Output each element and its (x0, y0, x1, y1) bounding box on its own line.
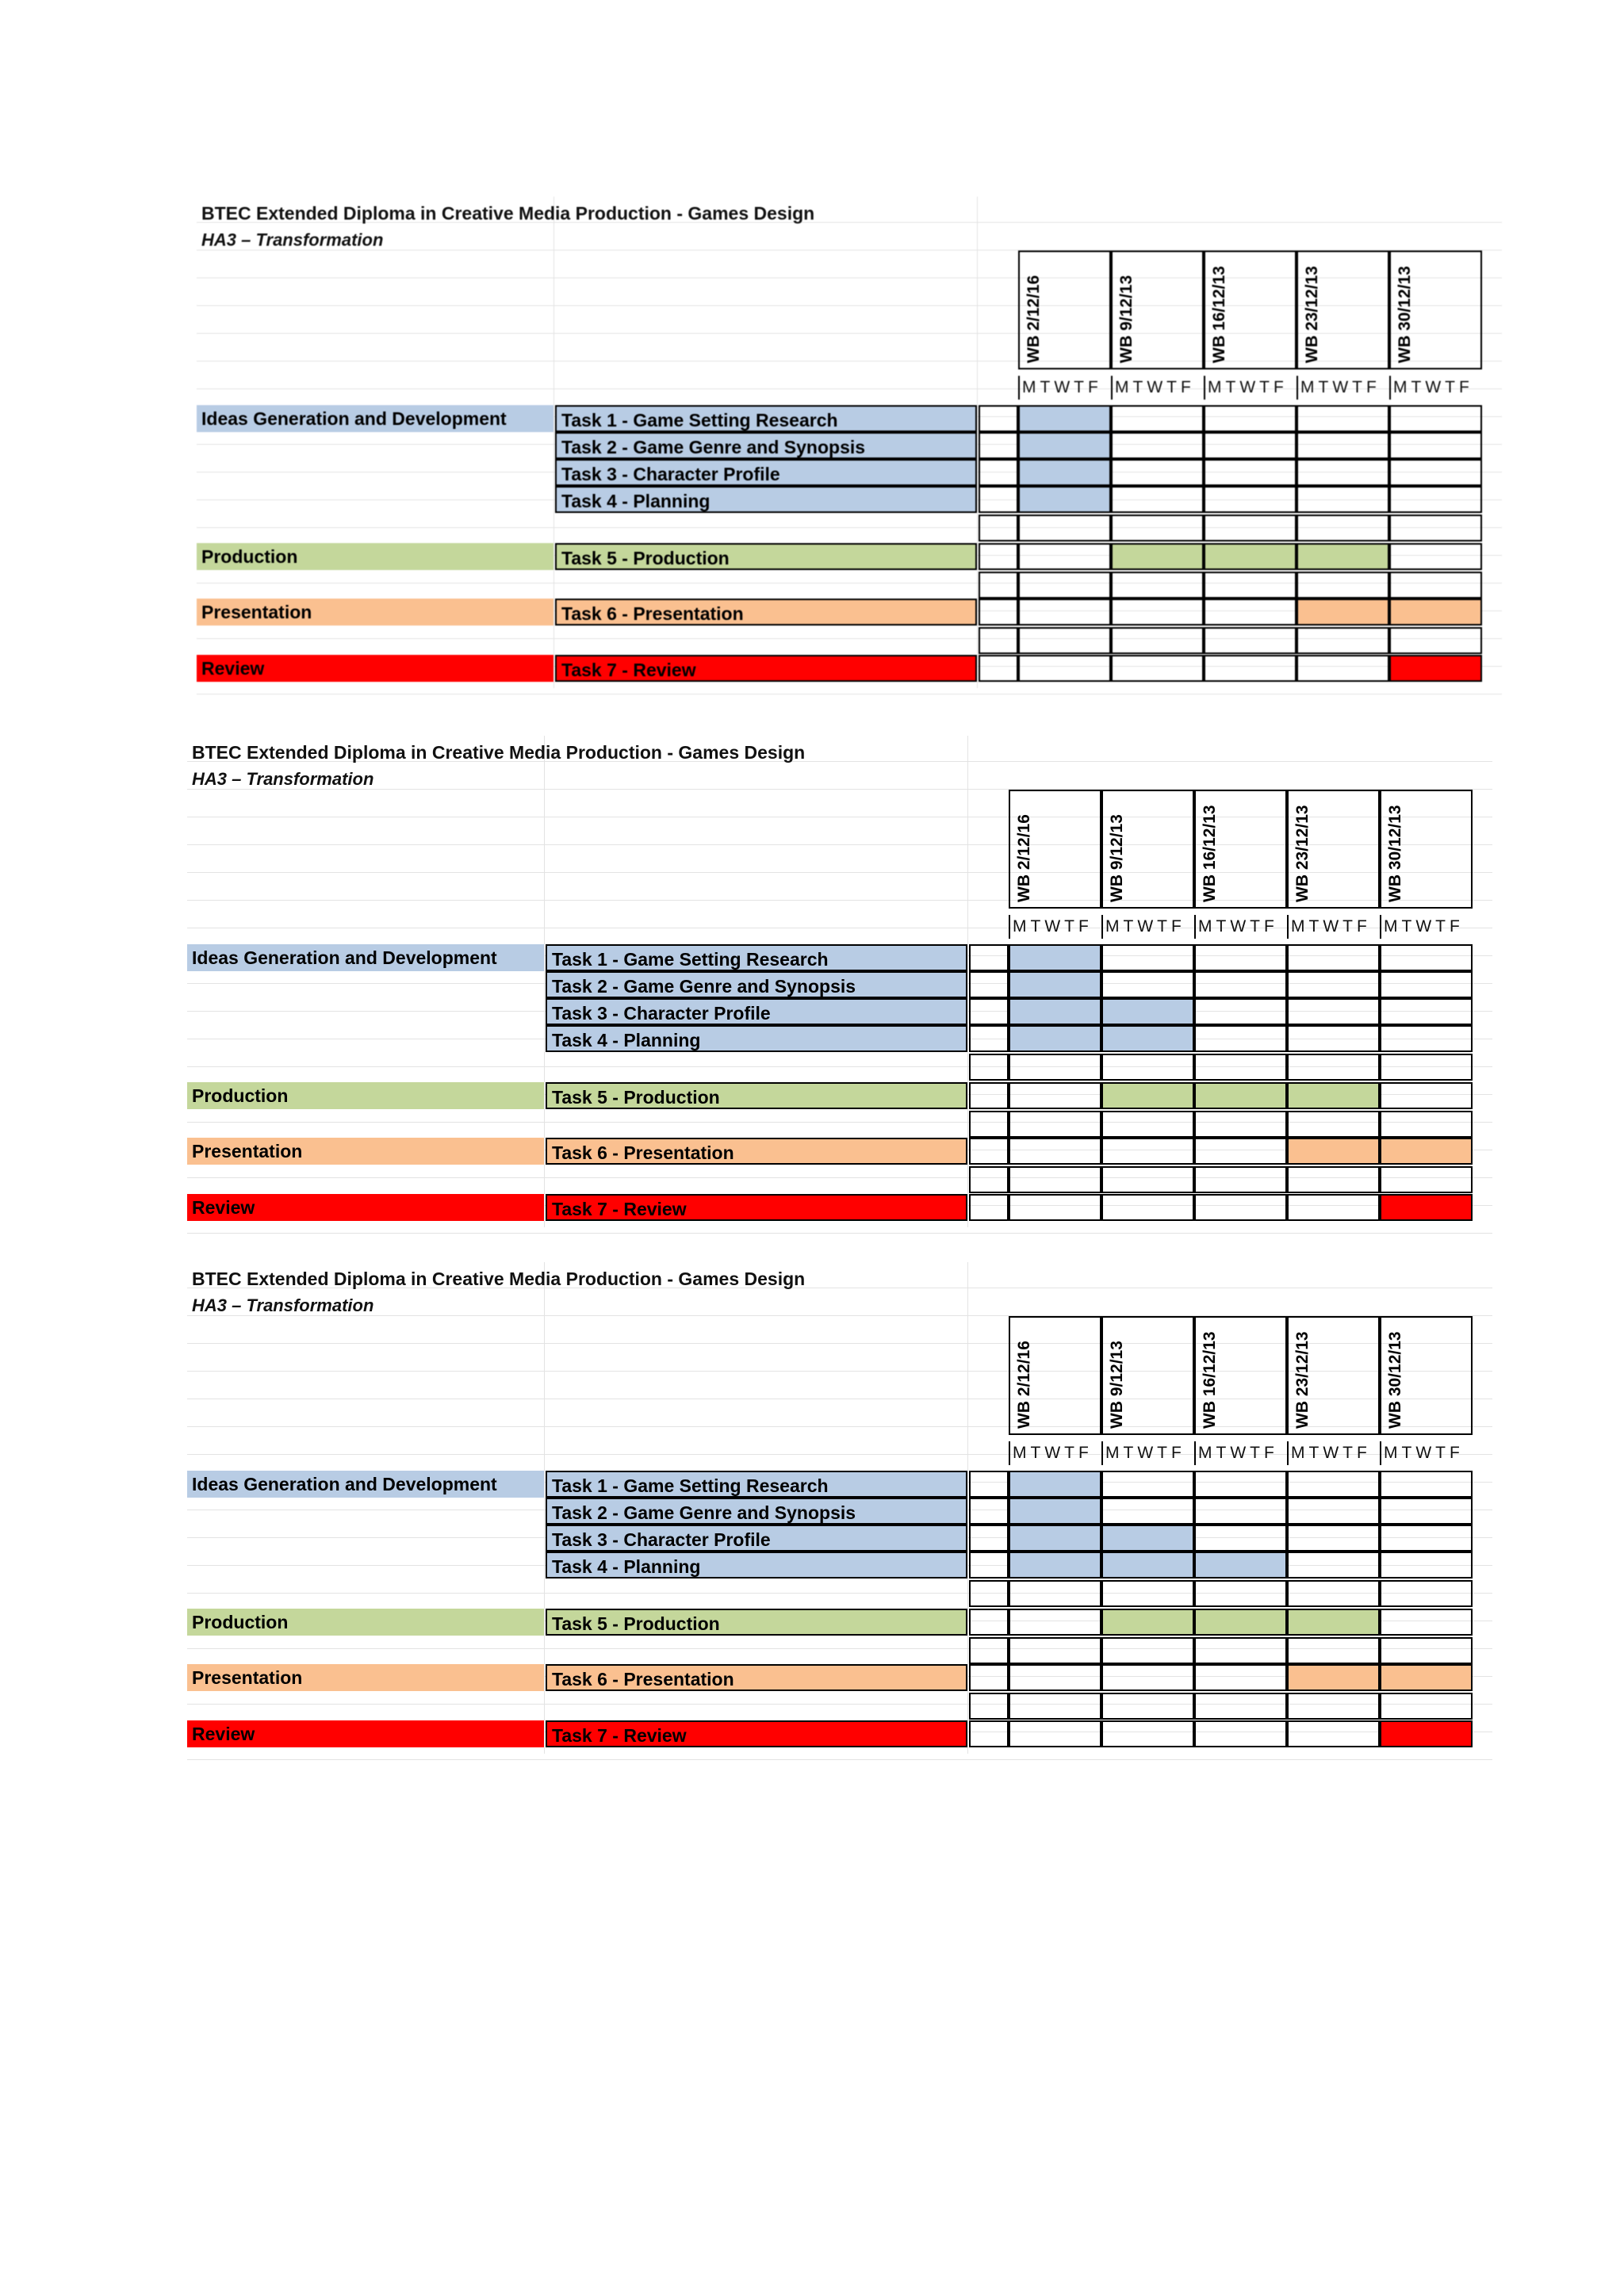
gantt-empty-cell[interactable] (1111, 486, 1204, 513)
task-label: Task 6 - Presentation (546, 1664, 967, 1691)
phase-label: Ideas Generation and Development (197, 405, 553, 432)
sheet-gridline (967, 736, 968, 1227)
gantt-empty-cell[interactable] (1101, 1166, 1194, 1193)
weekday-letters: MTWTF (1389, 376, 1482, 400)
spacer-cell (969, 1471, 1009, 1498)
spacer-cell (969, 1025, 1009, 1052)
phase-label-empty (197, 486, 553, 513)
gantt-bar-cell[interactable] (1380, 1720, 1473, 1747)
gantt-empty-cell[interactable] (1009, 1693, 1101, 1720)
gantt-empty-cell[interactable] (1204, 432, 1297, 459)
gantt-empty-cell[interactable] (1111, 627, 1204, 654)
phase-label: Presentation (187, 1138, 544, 1165)
week-label: WB 9/12/13 (1108, 1341, 1126, 1429)
gantt-empty-cell[interactable] (1297, 459, 1389, 486)
gantt-empty-cell[interactable] (1297, 655, 1389, 682)
task-label: Task 6 - Presentation (546, 1138, 967, 1165)
gantt-empty-cell[interactable] (1380, 944, 1473, 971)
spacer-cell (969, 1111, 1009, 1138)
weekday-letters: MTWTF (1204, 376, 1297, 400)
spacer-cell (979, 655, 1018, 682)
phase-label: Review (197, 655, 553, 682)
phase-label: Production (187, 1082, 544, 1109)
weekday-letters: MTWTF (1287, 1441, 1380, 1465)
spacer-cell (969, 1498, 1009, 1525)
gantt-bar-cell[interactable] (1287, 1082, 1380, 1109)
gantt-empty-cell[interactable] (1204, 405, 1297, 432)
weekday-letters: MTWTF (1101, 1441, 1194, 1465)
week-label: WB 23/12/13 (1293, 1331, 1312, 1429)
gantt-empty-cell[interactable] (1111, 515, 1204, 541)
phase-label-empty (187, 1552, 544, 1578)
gantt-empty-cell[interactable] (1111, 432, 1204, 459)
gantt-empty-cell[interactable] (1204, 599, 1297, 626)
gantt-empty-cell[interactable] (1111, 655, 1204, 682)
gantt-empty-cell[interactable] (1009, 1664, 1101, 1691)
gantt-empty-cell[interactable] (1389, 432, 1482, 459)
phase-label: Production (187, 1609, 544, 1636)
gantt-bar-cell[interactable] (1380, 1194, 1473, 1221)
gantt-bar-cell[interactable] (1018, 432, 1111, 459)
phase-label: Review (187, 1720, 544, 1747)
week-label: WB 2/12/16 (1025, 275, 1043, 363)
gantt-empty-cell[interactable] (1380, 998, 1473, 1025)
task-label: Task 4 - Planning (546, 1025, 967, 1052)
gantt-empty-cell[interactable] (1297, 405, 1389, 432)
spacer-cell (979, 599, 1018, 626)
week-label: WB 16/12/13 (1210, 266, 1228, 363)
spacer-cell (979, 405, 1018, 432)
week-header (1194, 1316, 1287, 1435)
task-label: Task 7 - Review (546, 1194, 967, 1221)
gantt-bar-cell[interactable] (1009, 998, 1101, 1025)
week-label: WB 23/12/13 (1303, 266, 1321, 363)
phase-label-empty (187, 1025, 544, 1052)
week-header (1101, 790, 1194, 909)
gantt-empty-cell[interactable] (1018, 627, 1111, 654)
gantt-empty-cell[interactable] (1194, 1664, 1287, 1691)
spacer-cell (969, 1525, 1009, 1552)
gantt-empty-cell[interactable] (1009, 1720, 1101, 1747)
gantt-bar-cell[interactable] (1194, 1552, 1287, 1578)
gantt-empty-cell[interactable] (1101, 944, 1194, 971)
gantt-bar-cell[interactable] (1009, 1525, 1101, 1552)
gantt-empty-cell[interactable] (1287, 1525, 1380, 1552)
gantt-empty-cell[interactable] (1204, 627, 1297, 654)
phase-label: Ideas Generation and Development (187, 944, 544, 971)
sheet-gridline (544, 736, 545, 1227)
task-label: Task 6 - Presentation (555, 599, 977, 626)
gantt-empty-cell[interactable] (1009, 1637, 1101, 1664)
gantt-bar-cell[interactable] (1287, 1609, 1380, 1636)
gantt-empty-cell[interactable] (1204, 486, 1297, 513)
spacer-cell (969, 971, 1009, 998)
phase-label-empty (187, 998, 544, 1025)
gantt-empty-cell[interactable] (1194, 1580, 1287, 1607)
gantt-empty-cell[interactable] (1194, 1720, 1287, 1747)
document-subtitle: HA3 – Transformation (192, 769, 374, 789)
week-label: WB 30/12/13 (1396, 266, 1414, 363)
gantt-empty-cell[interactable] (1389, 572, 1482, 599)
gantt-bar-cell[interactable] (1194, 1609, 1287, 1636)
gantt-bar-cell[interactable] (1009, 1552, 1101, 1578)
sheet-gridline (544, 1262, 545, 1754)
gantt-empty-cell[interactable] (1297, 572, 1389, 599)
gantt-empty-cell[interactable] (1009, 1138, 1101, 1165)
gantt-bar-cell[interactable] (1101, 1552, 1194, 1578)
gantt-empty-cell[interactable] (1018, 515, 1111, 541)
weekday-letters: MTWTF (1297, 376, 1389, 400)
gantt-bar-cell[interactable] (1287, 1664, 1380, 1691)
gantt-empty-cell[interactable] (1101, 1138, 1194, 1165)
task-label: Task 1 - Game Setting Research (555, 405, 977, 432)
gantt-empty-cell[interactable] (1194, 998, 1287, 1025)
gantt-empty-cell[interactable] (1389, 543, 1482, 570)
sheet-gridline (967, 1262, 968, 1754)
week-label: WB 16/12/13 (1201, 805, 1219, 902)
gantt-empty-cell[interactable] (1009, 1580, 1101, 1607)
gantt-empty-cell[interactable] (1287, 971, 1380, 998)
week-header (1287, 1316, 1380, 1435)
gantt-empty-cell[interactable] (1389, 486, 1482, 513)
gantt-bar-cell[interactable] (1018, 459, 1111, 486)
phase-label: Presentation (197, 599, 553, 626)
weekday-letters: MTWTF (1380, 1441, 1473, 1465)
spacer-cell (969, 1552, 1009, 1578)
spacer-cell (979, 572, 1018, 599)
gantt-bar-cell[interactable] (1101, 1609, 1194, 1636)
gantt-bar-cell[interactable] (1389, 599, 1482, 626)
weekday-letters: MTWTF (1111, 376, 1204, 400)
spacer-cell (969, 1720, 1009, 1747)
week-label: WB 9/12/13 (1117, 275, 1136, 363)
gantt-empty-cell[interactable] (1018, 599, 1111, 626)
task-label: Task 2 - Game Genre and Synopsis (546, 1498, 967, 1525)
spacer-cell (969, 1194, 1009, 1221)
task-label: Task 3 - Character Profile (546, 998, 967, 1025)
spacer-cell (979, 486, 1018, 513)
weekday-letters: MTWTF (1009, 915, 1101, 939)
spacer-cell (969, 944, 1009, 971)
spacer-cell (969, 1082, 1009, 1109)
gantt-empty-cell[interactable] (1009, 1111, 1101, 1138)
week-header (1194, 790, 1287, 909)
document-title: BTEC Extended Diploma in Creative Media Production - Games Design (192, 1269, 806, 1289)
week-label: WB 2/12/16 (1015, 814, 1033, 902)
gantt-bar-cell[interactable] (1018, 486, 1111, 513)
task-label: Task 5 - Production (546, 1082, 967, 1109)
phase-label: Production (197, 543, 553, 570)
gantt-empty-cell[interactable] (1297, 515, 1389, 541)
gantt-empty-cell[interactable] (1297, 486, 1389, 513)
task-label: Task 1 - Game Setting Research (546, 1471, 967, 1498)
gantt-empty-cell[interactable] (1194, 1166, 1287, 1193)
gantt-empty-cell[interactable] (1380, 971, 1473, 998)
gantt-empty-cell[interactable] (1380, 1498, 1473, 1525)
gantt-bar-cell[interactable] (1009, 1471, 1101, 1498)
phase-label: Ideas Generation and Development (187, 1471, 544, 1498)
gantt-empty-cell[interactable] (1204, 515, 1297, 541)
gantt-empty-cell[interactable] (1018, 572, 1111, 599)
gantt-empty-cell[interactable] (1380, 1166, 1473, 1193)
gantt-empty-cell[interactable] (1380, 1471, 1473, 1498)
gantt-empty-cell[interactable] (1194, 1194, 1287, 1221)
gantt-empty-cell[interactable] (1194, 971, 1287, 998)
gantt-empty-cell[interactable] (1111, 599, 1204, 626)
gantt-empty-cell[interactable] (1287, 1580, 1380, 1607)
gantt-empty-cell[interactable] (1018, 655, 1111, 682)
week-label: WB 23/12/13 (1293, 805, 1312, 902)
gantt-empty-cell[interactable] (1287, 1054, 1380, 1081)
gantt-empty-cell[interactable] (1287, 1720, 1380, 1747)
gantt-empty-cell[interactable] (1380, 1693, 1473, 1720)
gantt-empty-cell[interactable] (1101, 1720, 1194, 1747)
gantt-empty-cell[interactable] (1194, 1054, 1287, 1081)
phase-label-empty (197, 459, 553, 486)
gantt-empty-cell[interactable] (1287, 1693, 1380, 1720)
spacer-cell (969, 1693, 1009, 1720)
document-subtitle: HA3 – Transformation (201, 230, 384, 250)
task-label: Task 5 - Production (546, 1609, 967, 1636)
spacer-cell (969, 1580, 1009, 1607)
spacer-cell (979, 432, 1018, 459)
spacer-cell (979, 627, 1018, 654)
document-subtitle: HA3 – Transformation (192, 1295, 374, 1315)
gantt-empty-cell[interactable] (1287, 1637, 1380, 1664)
gantt-bar-cell[interactable] (1101, 1525, 1194, 1552)
gantt-empty-cell[interactable] (1380, 1609, 1473, 1636)
gantt-bar-cell[interactable] (1009, 971, 1101, 998)
gantt-empty-cell[interactable] (1287, 1111, 1380, 1138)
spacer-cell (969, 1637, 1009, 1664)
week-label: WB 30/12/13 (1386, 805, 1404, 902)
gantt-empty-cell[interactable] (1101, 1498, 1194, 1525)
gantt-empty-cell[interactable] (1009, 1166, 1101, 1193)
spacer-cell (969, 998, 1009, 1025)
document-title: BTEC Extended Diploma in Creative Media Production - Games Design (201, 203, 815, 224)
week-label: WB 2/12/16 (1015, 1341, 1033, 1429)
gantt-bar-cell[interactable] (1009, 944, 1101, 971)
gantt-empty-cell[interactable] (1380, 1637, 1473, 1664)
gantt-empty-cell[interactable] (1101, 1054, 1194, 1081)
spacer-cell (979, 543, 1018, 570)
gantt-empty-cell[interactable] (1101, 971, 1194, 998)
phase-label-empty (187, 1498, 544, 1525)
gantt-empty-cell[interactable] (1380, 1580, 1473, 1607)
gantt-empty-cell[interactable] (1389, 515, 1482, 541)
schedule-panel (187, 736, 1492, 1259)
gantt-empty-cell[interactable] (1287, 1498, 1380, 1525)
spacer-cell (969, 1054, 1009, 1081)
sheet-gridline (197, 694, 1502, 695)
weekday-letters: MTWTF (1194, 1441, 1287, 1465)
gantt-empty-cell[interactable] (1287, 944, 1380, 971)
gantt-empty-cell[interactable] (1204, 655, 1297, 682)
week-header (1389, 251, 1482, 369)
gantt-bar-cell[interactable] (1111, 543, 1204, 570)
phase-label-empty (187, 971, 544, 998)
gantt-empty-cell[interactable] (1380, 1525, 1473, 1552)
gantt-empty-cell[interactable] (1111, 459, 1204, 486)
gantt-empty-cell[interactable] (1194, 1693, 1287, 1720)
gantt-empty-cell[interactable] (1111, 572, 1204, 599)
week-header (1101, 1316, 1194, 1435)
gantt-empty-cell[interactable] (1101, 1580, 1194, 1607)
task-label: Task 7 - Review (546, 1720, 967, 1747)
phase-label-empty (197, 432, 553, 459)
gantt-empty-cell[interactable] (1194, 944, 1287, 971)
week-label: WB 16/12/13 (1201, 1331, 1219, 1429)
gantt-empty-cell[interactable] (1287, 1194, 1380, 1221)
sheet-gridline (187, 1233, 1492, 1234)
weekday-letters: MTWTF (1101, 915, 1194, 939)
schedule-panel (197, 197, 1502, 720)
spacer-cell (979, 459, 1018, 486)
gantt-empty-cell[interactable] (1380, 1082, 1473, 1109)
sheet-gridline (553, 197, 554, 688)
week-label: WB 30/12/13 (1386, 1331, 1404, 1429)
task-label: Task 3 - Character Profile (546, 1525, 967, 1552)
gantt-empty-cell[interactable] (1287, 1025, 1380, 1052)
gantt-empty-cell[interactable] (1194, 1498, 1287, 1525)
gantt-empty-cell[interactable] (1204, 459, 1297, 486)
week-label: WB 9/12/13 (1108, 814, 1126, 902)
gantt-empty-cell[interactable] (1009, 1054, 1101, 1081)
week-header (1018, 251, 1111, 369)
spacer-cell (969, 1166, 1009, 1193)
gantt-empty-cell[interactable] (1287, 998, 1380, 1025)
phase-label-empty (187, 1525, 544, 1552)
gantt-empty-cell[interactable] (1389, 459, 1482, 486)
week-header (1380, 790, 1473, 909)
task-label: Task 2 - Game Genre and Synopsis (555, 432, 977, 459)
task-label: Task 5 - Production (555, 543, 977, 570)
gantt-empty-cell[interactable] (1287, 1471, 1380, 1498)
gantt-empty-cell[interactable] (1194, 1138, 1287, 1165)
gantt-bar-cell[interactable] (1297, 543, 1389, 570)
gantt-empty-cell[interactable] (1194, 1525, 1287, 1552)
gantt-empty-cell[interactable] (1194, 1637, 1287, 1664)
gantt-bar-cell[interactable] (1380, 1664, 1473, 1691)
gantt-empty-cell[interactable] (1111, 405, 1204, 432)
gantt-bar-cell[interactable] (1009, 1025, 1101, 1052)
gantt-empty-cell[interactable] (1194, 1471, 1287, 1498)
gantt-empty-cell[interactable] (1287, 1166, 1380, 1193)
gantt-empty-cell[interactable] (1297, 627, 1389, 654)
gantt-bar-cell[interactable] (1389, 655, 1482, 682)
spacer-cell (969, 1138, 1009, 1165)
gantt-empty-cell[interactable] (1101, 1111, 1194, 1138)
gantt-bar-cell[interactable] (1009, 1498, 1101, 1525)
schedule-panel (187, 1262, 1492, 1785)
week-header (1009, 1316, 1101, 1435)
gantt-bar-cell[interactable] (1194, 1082, 1287, 1109)
gantt-empty-cell[interactable] (1009, 1194, 1101, 1221)
document-title: BTEC Extended Diploma in Creative Media Production - Games Design (192, 742, 806, 763)
task-label: Task 4 - Planning (546, 1552, 967, 1578)
spacer-cell (969, 1609, 1009, 1636)
weekday-letters: MTWTF (1018, 376, 1111, 400)
phase-label: Review (187, 1194, 544, 1221)
sheet-gridline (977, 197, 978, 688)
task-label: Task 4 - Planning (555, 486, 977, 513)
weekday-letters: MTWTF (1287, 915, 1380, 939)
gantt-bar-cell[interactable] (1101, 1025, 1194, 1052)
weekday-letters: MTWTF (1380, 915, 1473, 939)
task-label: Task 7 - Review (555, 655, 977, 682)
week-header (1111, 251, 1204, 369)
task-label: Task 3 - Character Profile (555, 459, 977, 486)
gantt-bar-cell[interactable] (1380, 1138, 1473, 1165)
week-header (1380, 1316, 1473, 1435)
gantt-empty-cell[interactable] (1380, 1552, 1473, 1578)
gantt-empty-cell[interactable] (1194, 1025, 1287, 1052)
gantt-empty-cell[interactable] (1101, 1471, 1194, 1498)
gantt-empty-cell[interactable] (1009, 1082, 1101, 1109)
week-header (1297, 251, 1389, 369)
gantt-empty-cell[interactable] (1297, 432, 1389, 459)
sheet-gridline (187, 1759, 1492, 1760)
task-label: Task 2 - Game Genre and Synopsis (546, 971, 967, 998)
gantt-empty-cell[interactable] (1009, 1609, 1101, 1636)
gantt-empty-cell[interactable] (1018, 543, 1111, 570)
gantt-bar-cell[interactable] (1018, 405, 1111, 432)
gantt-empty-cell[interactable] (1380, 1025, 1473, 1052)
gantt-empty-cell[interactable] (1204, 572, 1297, 599)
weekday-letters: MTWTF (1009, 1441, 1101, 1465)
gantt-empty-cell[interactable] (1101, 1194, 1194, 1221)
gantt-empty-cell[interactable] (1389, 627, 1482, 654)
gantt-empty-cell[interactable] (1380, 1111, 1473, 1138)
task-label: Task 1 - Game Setting Research (546, 944, 967, 971)
gantt-bar-cell[interactable] (1101, 998, 1194, 1025)
gantt-empty-cell[interactable] (1287, 1552, 1380, 1578)
gantt-empty-cell[interactable] (1380, 1054, 1473, 1081)
gantt-empty-cell[interactable] (1101, 1637, 1194, 1664)
gantt-empty-cell[interactable] (1194, 1111, 1287, 1138)
phase-label: Presentation (187, 1664, 544, 1691)
spacer-cell (969, 1664, 1009, 1691)
spacer-cell (979, 515, 1018, 541)
gantt-bar-cell[interactable] (1287, 1138, 1380, 1165)
week-header (1287, 790, 1380, 909)
gantt-bar-cell[interactable] (1101, 1082, 1194, 1109)
week-header (1009, 790, 1101, 909)
gantt-bar-cell[interactable] (1204, 543, 1297, 570)
gantt-empty-cell[interactable] (1389, 405, 1482, 432)
week-header (1204, 251, 1297, 369)
gantt-bar-cell[interactable] (1297, 599, 1389, 626)
gantt-empty-cell[interactable] (1101, 1664, 1194, 1691)
gantt-empty-cell[interactable] (1101, 1693, 1194, 1720)
weekday-letters: MTWTF (1194, 915, 1287, 939)
